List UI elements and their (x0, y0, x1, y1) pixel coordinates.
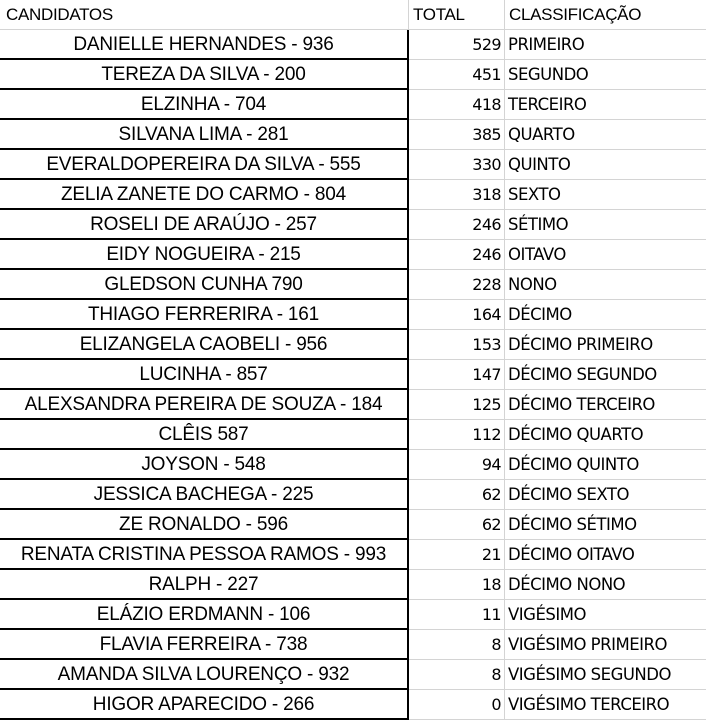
candidate-name-cell[interactable]: EVERALDOPEREIRA DA SILVA - 555 (0, 150, 409, 180)
table-row (0, 330, 706, 360)
classification-cell[interactable]: QUARTO (505, 120, 706, 150)
total-cell[interactable]: 246 (409, 210, 505, 240)
table-row (0, 120, 706, 150)
total-cell[interactable]: 164 (409, 300, 505, 330)
candidate-name-cell[interactable]: HIGOR APARECIDO - 266 (0, 690, 409, 720)
classification-cell[interactable]: DÉCIMO (505, 300, 706, 330)
candidate-name-cell[interactable]: JESSICA BACHEGA - 225 (0, 480, 409, 510)
candidate-name-cell[interactable]: GLEDSON CUNHA 790 (0, 270, 409, 300)
candidate-name-cell[interactable]: EIDY NOGUEIRA - 215 (0, 240, 409, 270)
candidate-name-cell[interactable]: FLAVIA FERREIRA - 738 (0, 630, 409, 660)
total-cell[interactable]: 153 (409, 330, 505, 360)
total-cell[interactable]: 11 (409, 600, 505, 630)
table-row (0, 390, 706, 420)
table-row (0, 660, 706, 690)
classification-cell[interactable]: DÉCIMO OITAVO (505, 540, 706, 570)
total-cell[interactable]: 451 (409, 60, 505, 90)
candidate-name-cell[interactable]: TEREZA DA SILVA - 200 (0, 60, 409, 90)
total-cell[interactable]: 94 (409, 450, 505, 480)
table-row (0, 420, 706, 450)
classification-cell[interactable]: DÉCIMO QUINTO (505, 450, 706, 480)
classification-cell[interactable]: SEXTO (505, 180, 706, 210)
table-row (0, 300, 706, 330)
classification-cell[interactable]: DÉCIMO QUARTO (505, 420, 706, 450)
classification-cell[interactable]: DÉCIMO SEGUNDO (505, 360, 706, 390)
table-row (0, 180, 706, 210)
candidate-name-cell[interactable]: ELÁZIO ERDMANN - 106 (0, 600, 409, 630)
candidate-name-cell[interactable]: RALPH - 227 (0, 570, 409, 600)
candidate-name-cell[interactable]: ELZINHA - 704 (0, 90, 409, 120)
table-row (0, 270, 706, 300)
header-candidates[interactable]: CANDIDATOS (0, 0, 409, 30)
candidate-name-cell[interactable]: JOYSON - 548 (0, 450, 409, 480)
table-row (0, 570, 706, 600)
candidate-name-cell[interactable]: DANIELLE HERNANDES - 936 (0, 30, 409, 60)
table-row (0, 150, 706, 180)
table-row (0, 210, 706, 240)
classification-cell[interactable]: PRIMEIRO (505, 30, 706, 60)
total-cell[interactable]: 125 (409, 390, 505, 420)
table-body (0, 30, 706, 720)
candidate-name-cell[interactable]: ZELIA ZANETE DO CARMO - 804 (0, 180, 409, 210)
classification-cell[interactable]: NONO (505, 270, 706, 300)
classification-cell[interactable]: DÉCIMO NONO (505, 570, 706, 600)
candidate-name-cell[interactable]: AMANDA SILVA LOURENÇO - 932 (0, 660, 409, 690)
total-cell[interactable]: 246 (409, 240, 505, 270)
total-cell[interactable]: 112 (409, 420, 505, 450)
table-row (0, 30, 706, 60)
total-cell[interactable]: 62 (409, 480, 505, 510)
candidate-name-cell[interactable]: ZE RONALDO - 596 (0, 510, 409, 540)
table-row (0, 630, 706, 660)
candidate-name-cell[interactable]: RENATA CRISTINA PESSOA RAMOS - 993 (0, 540, 409, 570)
table-row (0, 540, 706, 570)
classification-cell[interactable]: SÉTIMO (505, 210, 706, 240)
table-row (0, 240, 706, 270)
header-total[interactable]: TOTAL (409, 0, 505, 30)
header-row (0, 0, 706, 30)
classification-cell[interactable]: SEGUNDO (505, 60, 706, 90)
candidate-name-cell[interactable]: SILVANA LIMA - 281 (0, 120, 409, 150)
total-cell[interactable]: 18 (409, 570, 505, 600)
classification-cell[interactable]: TERCEIRO (505, 90, 706, 120)
candidate-name-cell[interactable]: ROSELI DE ARAÚJO - 257 (0, 210, 409, 240)
candidate-name-cell[interactable]: CLÊIS 587 (0, 420, 409, 450)
table-row (0, 360, 706, 390)
candidate-name-cell[interactable]: ELIZANGELA CAOBELI - 956 (0, 330, 409, 360)
table-row (0, 450, 706, 480)
candidate-name-cell[interactable]: THIAGO FERRERIRA - 161 (0, 300, 409, 330)
total-cell[interactable]: 318 (409, 180, 505, 210)
total-cell[interactable]: 0 (409, 690, 505, 720)
total-cell[interactable]: 8 (409, 660, 505, 690)
header-classification[interactable]: CLASSIFICAÇÃO (505, 0, 706, 30)
total-cell[interactable]: 228 (409, 270, 505, 300)
classification-cell[interactable]: DÉCIMO SÉTIMO (505, 510, 706, 540)
classification-cell[interactable]: DÉCIMO TERCEIRO (505, 390, 706, 420)
total-cell[interactable]: 529 (409, 30, 505, 60)
table-row (0, 510, 706, 540)
classification-cell[interactable]: VIGÉSIMO TERCEIRO (505, 690, 706, 720)
classification-cell[interactable]: VIGÉSIMO PRIMEIRO (505, 630, 706, 660)
total-cell[interactable]: 62 (409, 510, 505, 540)
classification-cell[interactable]: OITAVO (505, 240, 706, 270)
total-cell[interactable]: 147 (409, 360, 505, 390)
classification-cell[interactable]: DÉCIMO SEXTO (505, 480, 706, 510)
table-row (0, 480, 706, 510)
total-cell[interactable]: 418 (409, 90, 505, 120)
table-row (0, 90, 706, 120)
total-cell[interactable]: 21 (409, 540, 505, 570)
total-cell[interactable]: 385 (409, 120, 505, 150)
table-row (0, 60, 706, 90)
classification-cell[interactable]: DÉCIMO PRIMEIRO (505, 330, 706, 360)
candidate-name-cell[interactable]: LUCINHA - 857 (0, 360, 409, 390)
classification-cell[interactable]: QUINTO (505, 150, 706, 180)
classification-cell[interactable]: VIGÉSIMO (505, 600, 706, 630)
candidate-name-cell[interactable]: ALEXSANDRA PEREIRA DE SOUZA - 184 (0, 390, 409, 420)
classification-cell[interactable]: VIGÉSIMO SEGUNDO (505, 660, 706, 690)
total-cell[interactable]: 8 (409, 630, 505, 660)
table-row (0, 600, 706, 630)
table-row (0, 690, 706, 720)
total-cell[interactable]: 330 (409, 150, 505, 180)
